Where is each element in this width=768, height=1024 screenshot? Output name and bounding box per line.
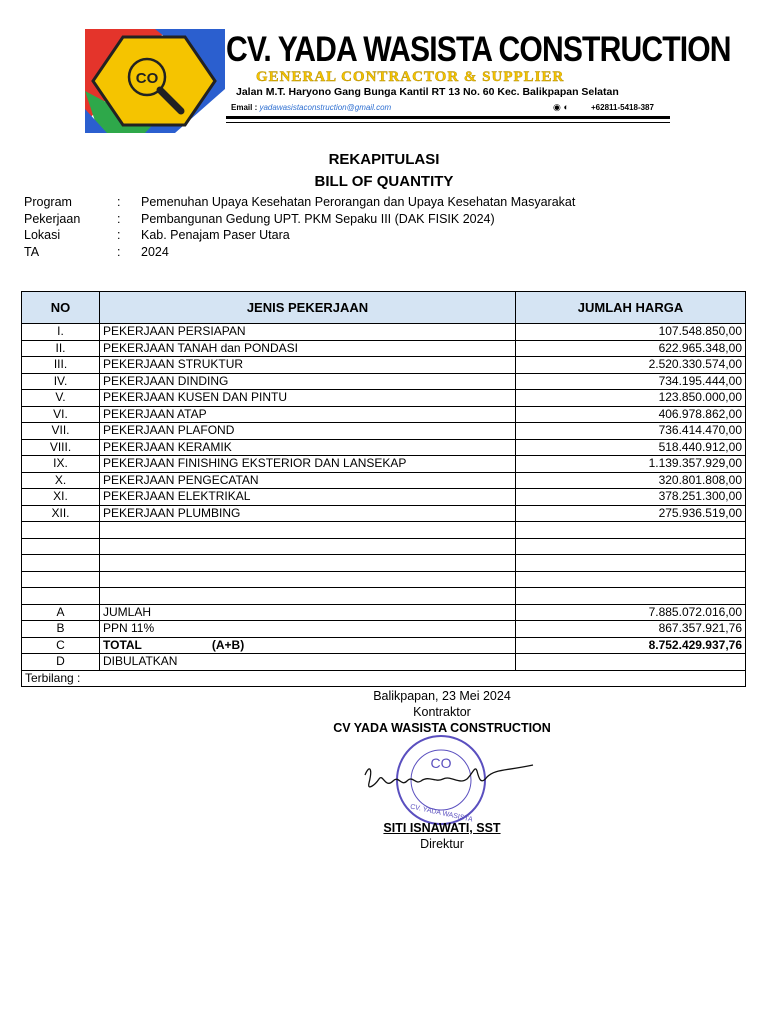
row-no: XII. bbox=[22, 505, 100, 522]
row-no: D bbox=[22, 654, 100, 671]
row-no: XI. bbox=[22, 489, 100, 506]
row-no: VI. bbox=[22, 406, 100, 423]
social-media-icons: ◉ ◐ bbox=[553, 102, 569, 112]
info-label: Program bbox=[24, 195, 72, 209]
row-amount: 867.357.921,76 bbox=[516, 621, 746, 638]
info-label: Pekerjaan bbox=[24, 211, 81, 226]
empty-row bbox=[22, 555, 746, 572]
info-value: Kab. Penajam Paser Utara bbox=[141, 228, 290, 242]
summary-row-ppn bbox=[22, 621, 746, 638]
row-job: PEKERJAAN KERAMIK bbox=[100, 439, 516, 456]
company-address: Jalan M.T. Haryono Gang Bunga Kantil RT 13 No. 60 Kec. Balikpapan Selatan bbox=[236, 86, 619, 98]
table-row bbox=[22, 390, 746, 407]
row-no: V. bbox=[22, 390, 100, 407]
stamp-ring-text: CV. YADA WASISTA bbox=[409, 803, 474, 824]
letterhead-rule-thin bbox=[226, 122, 670, 123]
summary-row-total bbox=[22, 637, 746, 654]
empty-row bbox=[22, 522, 746, 539]
row-amount: 736.414.470,00 bbox=[516, 423, 746, 440]
row-job: PEKERJAAN ELEKTRIKAL bbox=[100, 489, 516, 506]
terbilang-label: Terbilang : bbox=[22, 670, 746, 687]
row-amount: 275.936.519,00 bbox=[516, 505, 746, 522]
table-row bbox=[22, 456, 746, 473]
row-job: PPN 11% bbox=[100, 621, 516, 638]
summary-row-jumlah bbox=[22, 604, 746, 621]
signatory-name: SITI ISNAWATI, SST bbox=[383, 821, 501, 835]
header-job: JENIS PEKERJAAN bbox=[100, 292, 516, 324]
header-no: NO bbox=[22, 292, 100, 324]
row-job: PEKERJAAN FINISHING EKSTERIOR DAN LANSEKAP bbox=[100, 456, 516, 473]
letterhead-rule-thick bbox=[226, 116, 670, 119]
company-tagline: GENERAL CONTRACTOR & SUPPLIER bbox=[256, 69, 565, 85]
row-no: II. bbox=[22, 340, 100, 357]
row-job: PEKERJAAN ATAP bbox=[100, 406, 516, 423]
row-amount: 2.520.330.574,00 bbox=[516, 357, 746, 374]
boq-table bbox=[21, 291, 746, 687]
row-job: PEKERJAAN PLAFOND bbox=[100, 423, 516, 440]
info-value: Pemenuhan Upaya Kesehatan Perorangan dan Upaya Kesehatan Masyarakat bbox=[141, 195, 576, 209]
logo-text: CO bbox=[135, 70, 159, 87]
row-no: IV. bbox=[22, 373, 100, 390]
document-subtitle: BILL OF QUANTITY bbox=[314, 173, 454, 190]
row-amount: 518.440.912,00 bbox=[516, 439, 746, 456]
table-row bbox=[22, 373, 746, 390]
email-label: Email : bbox=[231, 103, 258, 112]
info-separator: : bbox=[117, 244, 121, 259]
row-amount bbox=[516, 654, 746, 671]
total-formula: (A+B) bbox=[211, 637, 245, 652]
terbilang-row bbox=[22, 670, 746, 687]
table-row bbox=[22, 505, 746, 522]
row-job: PEKERJAAN TANAH dan PONDASI bbox=[100, 340, 516, 357]
row-no: B bbox=[22, 621, 100, 638]
row-no: A bbox=[22, 604, 100, 621]
total-label: TOTAL bbox=[103, 637, 142, 652]
signatory-position: Direktur bbox=[420, 837, 464, 851]
row-no: VIII. bbox=[22, 439, 100, 456]
email-address: yadawasistaconstruction@gmail.com bbox=[259, 103, 392, 112]
table-row bbox=[22, 423, 746, 440]
table-row bbox=[22, 340, 746, 357]
empty-row bbox=[22, 588, 746, 605]
signature-company: CV YADA WASISTA CONSTRUCTION bbox=[333, 721, 551, 735]
row-no: III. bbox=[22, 357, 100, 374]
row-job: PEKERJAAN PLUMBING bbox=[100, 505, 516, 522]
table-row bbox=[22, 357, 746, 374]
row-no: IX. bbox=[22, 456, 100, 473]
row-no: C bbox=[22, 637, 100, 654]
signature-place-date: Balikpapan, 23 Mei 2024 bbox=[373, 689, 511, 703]
table-row bbox=[22, 439, 746, 456]
company-logo bbox=[85, 29, 225, 133]
info-label: TA bbox=[24, 244, 40, 259]
info-separator: : bbox=[117, 195, 121, 209]
info-label: Lokasi bbox=[24, 228, 61, 242]
info-separator: : bbox=[117, 211, 121, 226]
row-job: PEKERJAAN PENGECATAN bbox=[100, 472, 516, 489]
row-job: PEKERJAAN STRUKTUR bbox=[100, 357, 516, 374]
summary-row-dibulatkan bbox=[22, 654, 746, 671]
info-value: Pembangunan Gedung UPT. PKM Sepaku III (DAK FISIK 2024) bbox=[141, 211, 495, 226]
row-job: PEKERJAAN PERSIAPAN bbox=[100, 324, 516, 341]
phone-number: +62811-5418-387 bbox=[591, 103, 654, 112]
row-job: DIBULATKAN bbox=[100, 654, 516, 671]
company-stamp-and-signature bbox=[355, 735, 540, 830]
row-no: VII. bbox=[22, 423, 100, 440]
row-amount: 7.885.072.016,00 bbox=[516, 604, 746, 621]
row-amount: 378.251.300,00 bbox=[516, 489, 746, 506]
row-amount: 734.195.444,00 bbox=[516, 373, 746, 390]
signature-role: Kontraktor bbox=[413, 705, 471, 719]
row-job: PEKERJAAN DINDING bbox=[100, 373, 516, 390]
row-amount: 622.965.348,00 bbox=[516, 340, 746, 357]
row-job: JUMLAH bbox=[100, 604, 516, 621]
document-title: REKAPITULASI bbox=[328, 151, 440, 168]
row-amount: 1.139.357.929,00 bbox=[516, 456, 746, 473]
row-amount: 406.978.862,00 bbox=[516, 406, 746, 423]
table-row bbox=[22, 324, 746, 341]
row-amount: 8.752.429.937,76 bbox=[516, 637, 746, 654]
row-amount: 320.801.808,00 bbox=[516, 472, 746, 489]
row-job bbox=[100, 637, 516, 654]
table-header-row bbox=[22, 292, 746, 324]
company-name: CV. YADA WASISTA CONSTRUCTION bbox=[226, 30, 731, 69]
stamp-logo-text: CO bbox=[430, 755, 452, 771]
header-amount: JUMLAH HARGA bbox=[516, 292, 746, 324]
row-no: X. bbox=[22, 472, 100, 489]
table-row bbox=[22, 406, 746, 423]
table-row bbox=[22, 489, 746, 506]
row-amount: 123.850.000,00 bbox=[516, 390, 746, 407]
info-value: 2024 bbox=[141, 244, 169, 259]
contact-line bbox=[231, 103, 671, 112]
table-row bbox=[22, 472, 746, 489]
empty-row bbox=[22, 538, 746, 555]
row-amount: 107.548.850,00 bbox=[516, 324, 746, 341]
empty-row bbox=[22, 571, 746, 588]
row-no: I. bbox=[22, 324, 100, 341]
info-separator: : bbox=[117, 228, 121, 242]
row-job: PEKERJAAN KUSEN DAN PINTU bbox=[100, 390, 516, 407]
